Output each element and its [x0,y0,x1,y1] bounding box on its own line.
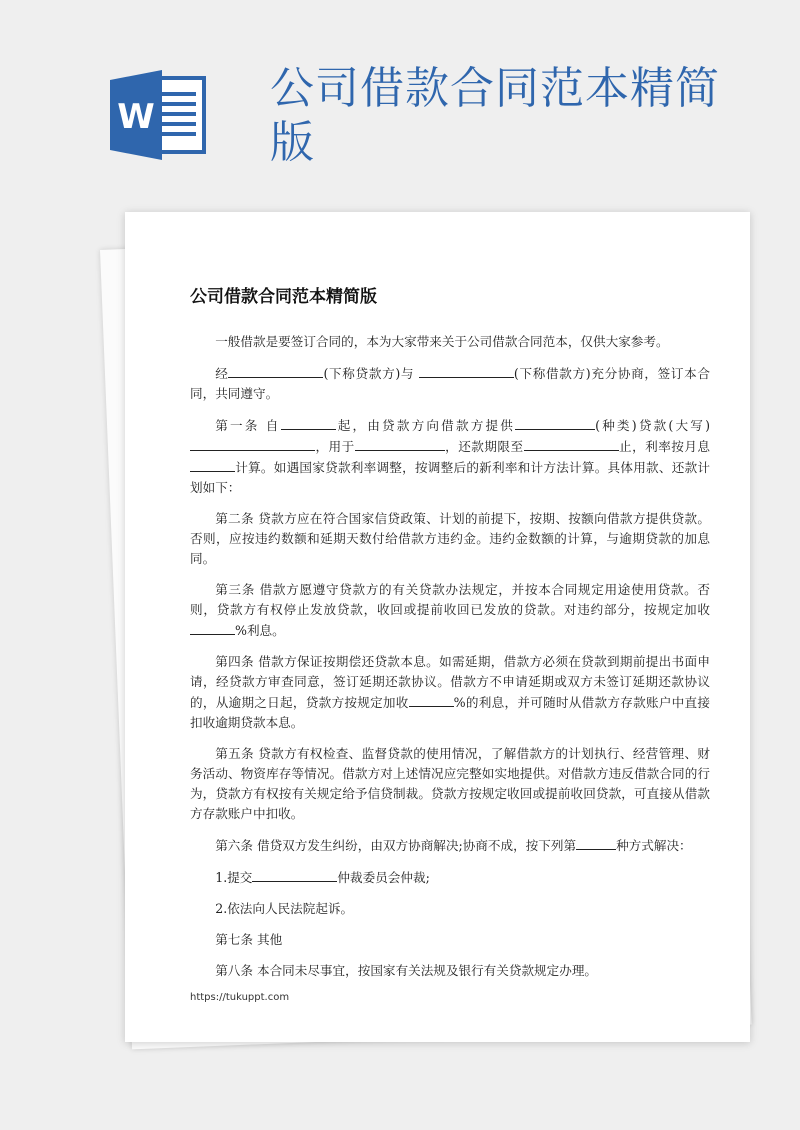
article-1: 第一条 自 起，由贷款方向借款方提供 (种类)贷款(大写)，用于 ，还款期限至 止，利率按月息计算。如遇国家贷款利率调整，按调整后的新利率和计方法计算。具体用款、还款计划如下： [190,415,710,498]
header-title: 公司借款合同范本精简版 [270,63,720,168]
document-title: 公司借款合同范本精简版 [190,287,377,307]
footer-url: https://tukuppt.com [190,992,290,1003]
document-body [190,332,710,992]
article-8: 第八条 本合同未尽事宜，按国家有关法规及银行有关贷款规定办理。 [215,963,598,978]
option-1: 1.提交 仲裁委员会仲裁; [190,867,710,888]
word-icon-letter: W [117,97,155,137]
word-document-icon [110,70,210,160]
intro-paragraph: 一般借款是要签订合同的，本为大家带来关于公司借款合同范本，仅供大家参考。 [215,334,669,349]
article-6: 第六条 借贷双方发生纠纷，由双方协商解决;协商不成，按下列第 种方式解决： [190,835,710,856]
option-2: 2.依法向人民法院起诉。 [215,901,354,916]
article-7: 第七条 其他 [215,932,283,947]
article-3: 第三条 借款方愿遵守贷款方的有关贷款办法规定，并按本合同规定用途使用贷款。否则，贷款方有权停止发放贷款，收回或提前收回已发放的贷款。对违约部分，按规定加收%利息。 [190,582,710,638]
document-page [125,212,750,1042]
parties-paragraph: 经 (下称贷款方)与 (下称借款方)充分协商，签订本合同，共同遵守。 [190,363,710,404]
article-4: 第四条 借款方保证按期偿还贷款本息。如需延期，借款方必须在贷款到期前提出书面申请，经贷款方审查同意，签订延期还款协议。借款方不申请延期或双方未签订延期还款协议的，从逾期之日起，贷款方按规定加收 %的利息，并可随时从借款方存款账户中直接扣收逾期贷款本息。 [190,654,711,730]
page-header [0,0,800,200]
article-5: 第五条 贷款方有权检查、监督贷款的使用情况，了解借款方的计划执行、经营管理、财务活动、物资库存等情况。借款方对上述情况应完整如实地提供。对借款方违反借款合同的行为，贷款方有权按有关规定给予信贷制裁。贷款方按规定收回或提前收回贷款，可直接从借款方存款账户中扣收。 [190,746,710,821]
article-2: 第二条 贷款方应在符合国家信贷政策、计划的前提下，按期、按额向借款方提供贷款。否则，应按违约数额和延期天数付给借款方违约金。违约金数额的计算，与逾期贷款的加息同。 [190,511,710,566]
